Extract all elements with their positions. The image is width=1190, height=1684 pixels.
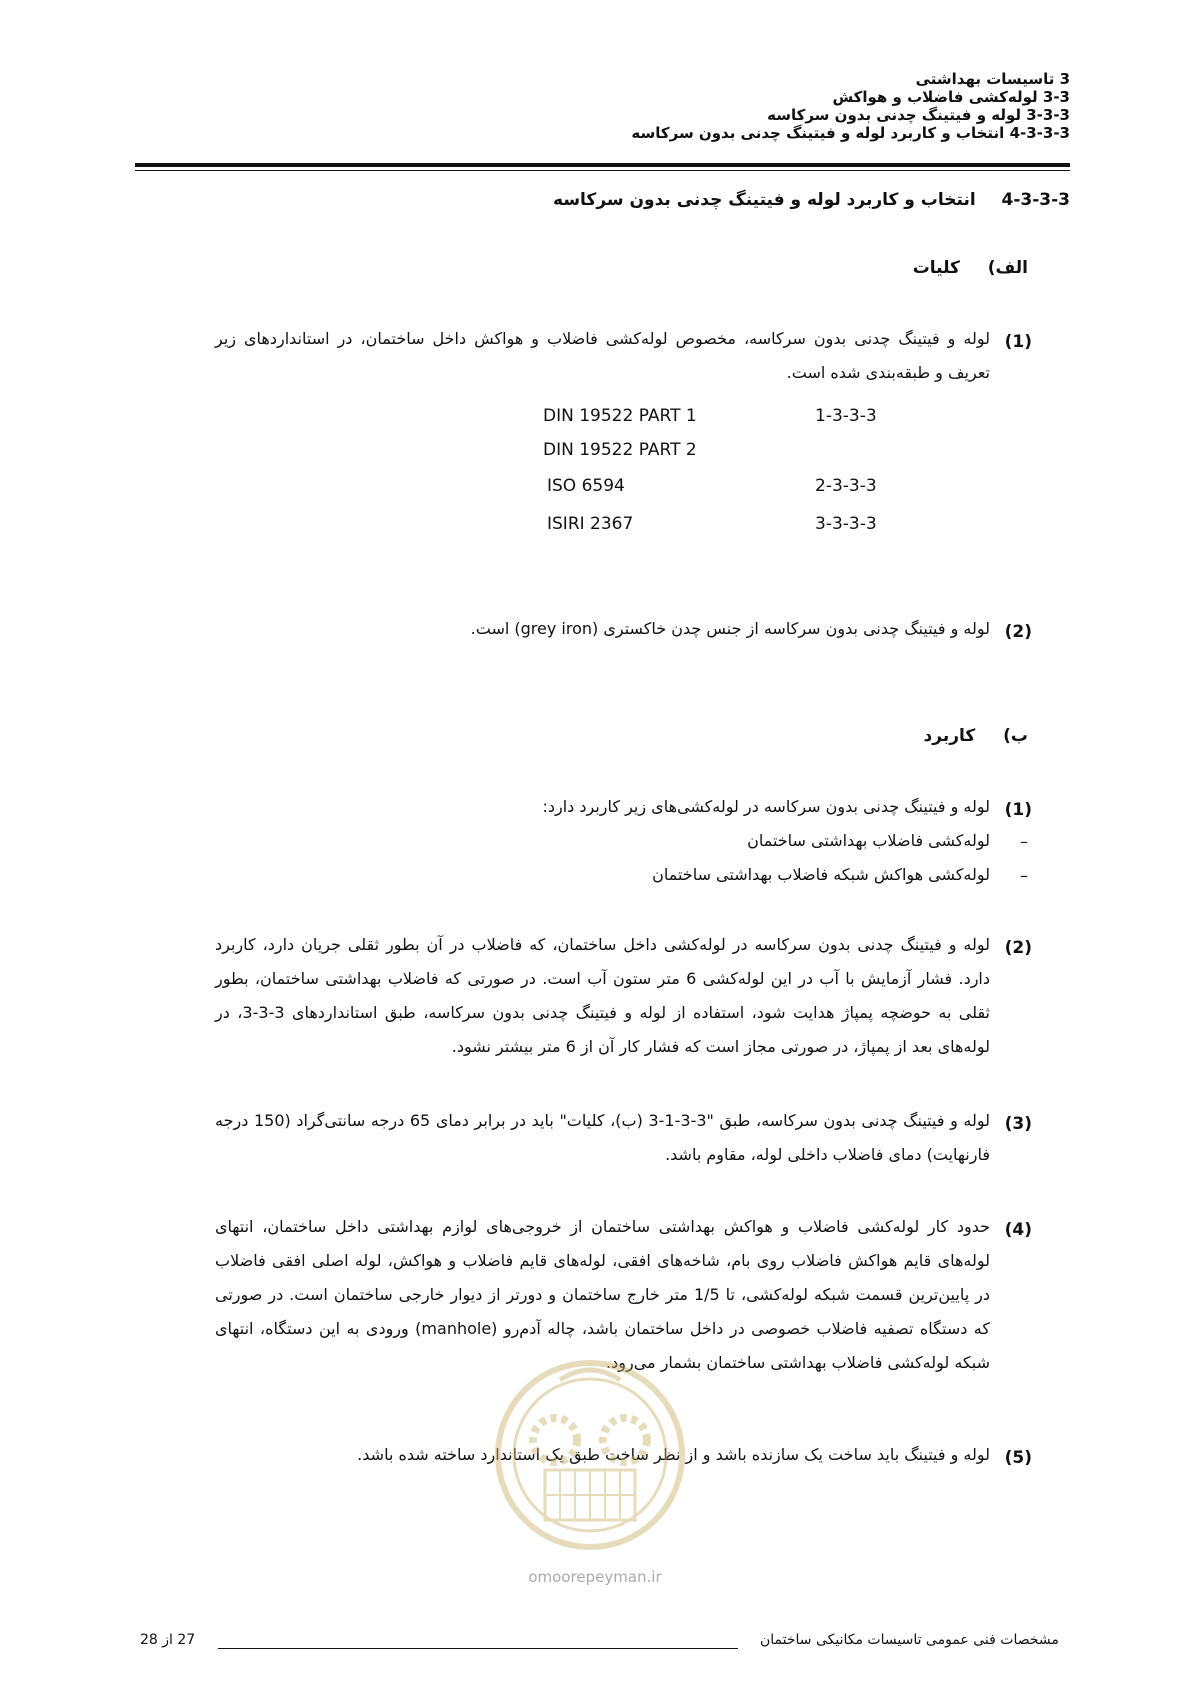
standard-name: ISIRI 2367 [547, 514, 634, 534]
standard-code: 2-3-3-3 [815, 476, 877, 496]
part-a-title: کلیات [912, 258, 960, 278]
header-line-3: 3-3-3 لوله و فیتینگ چدنی بدون سرکاسه [767, 106, 1070, 124]
item-number: (2) [1004, 938, 1032, 958]
paragraph-b2: لوله و فیتینگ چدنی بدون سرکاسه در لوله‌کشی داخل ساختمان، که فاضلاب در آن بطور ثقلی جریان دارد، کاربرد دارد. فشار آزمایش با آب در این لوله‌کشی 6 متر ستون آب است. در صورتی که فاضلاب بهداشتی ساختمان، بطور ثقلی به حوضچه پمپاژ هدایت شود، استفاده از لوله و فیتینگ چدنی بدون سرکاسه، طبق استانداردهای 3-3-3، در لوله‌های بعد از پمپاژ، در صورتی مجاز است که فشار کار آن از 6 متر بیشتر نشود. [215, 935, 990, 1056]
footer-title: مشخصات فنی عمومی تاسیسات مکانیکی ساختمان [760, 1632, 1059, 1648]
footer-rule [218, 1648, 738, 1649]
standard-code: 3-3-3-3 [815, 514, 877, 534]
header-rule-thick [135, 163, 1070, 167]
item-number: (5) [1004, 1448, 1032, 1468]
watermark-text: omoorepeyman.ir [528, 1568, 662, 1586]
paragraph-b3: لوله و فیتینگ چدنی بدون سرکاسه، طبق "3-3-1-3 (ب)، کلیات" باید در برابر دمای 65 درجه سانتی‌گراد (150 درجه فارنهایت) دمای فاضلاب داخلی لوله، مقاوم باشد. [215, 1111, 991, 1164]
paragraph-a2: لوله و فیتینگ چدنی بدون سرکاسه از جنس چدن خاکستری (grey iron) است. [470, 619, 990, 638]
list-item: لوله‌کشی هواکش شبکه فاضلاب بهداشتی ساختمان [652, 865, 990, 884]
part-a-label: الف) [987, 258, 1028, 278]
standard-name: DIN 19522 PART 2 [543, 440, 697, 460]
section-title: انتخاب و کاربرد لوله و فیتینگ چدنی بدون سرکاسه [553, 190, 976, 210]
list-item: لوله‌کشی فاضلاب بهداشتی ساختمان [747, 831, 990, 850]
part-b-label: ب) [1003, 726, 1028, 746]
standard-name: ISO 6594 [547, 476, 625, 496]
header-line-4: 4-3-3-3 انتخاب و کاربرد لوله و فیتینگ چدنی بدون سرکاسه [631, 124, 1070, 142]
paragraph-a1: لوله و فیتینگ چدنی بدون سرکاسه، مخصوص لوله‌کشی فاضلاب و هواکش داخل ساختمان، در استانداردهای زیر تعریف و طبقه‌بندی شده است. [215, 329, 990, 382]
section-heading [553, 190, 1070, 210]
header-line-2: 3-3 لوله‌کشی فاضلاب و هواکش [832, 88, 1070, 106]
watermark-logo [490, 1320, 690, 1590]
item-number: (1) [1004, 800, 1032, 820]
part-b-title: کاربرد [923, 726, 976, 746]
paragraph-b5: لوله و فیتینگ باید ساخت یک سازنده باشد و از نظر ساخت طبق یک استاندارد ساخته شده باشد. [357, 1445, 990, 1464]
standard-name: DIN 19522 PART 1 [543, 406, 697, 426]
header-line-1: 3 تاسیسات بهداشتی [915, 70, 1070, 88]
page-number: 27 از 28 [140, 1632, 196, 1648]
part-a-heading [913, 258, 1028, 278]
paragraph-b4: حدود کار لوله‌کشی فاضلاب و هواکش بهداشتی ساختمان از خروجی‌های لوازم بهداشتی داخل ساختمان، انتهای لوله‌های قایم هواکش فاضلاب روی بام، شاخه‌های افقی، لوله‌های قایم فاضلاب و هواکش، لوله اصلی افقی فاضلاب در پایین‌ترین قسمت شبکه لوله‌کشی، تا 1/5 متر خارج ساختمان و دورتر از دیوار خارجی ساختمان است. در صورتی که دستگاه تصفیه فاضلاب خصوصی در داخل ساختمان باشد، چاله آدم‌رو (manhole) ورودی به این دستگاه، انتهای شبکه لوله‌کشی فاضلاب بهداشتی ساختمان بشمار می‌رود. [215, 1217, 990, 1372]
section-number: 4-3-3-3 [1001, 190, 1070, 210]
header-rule-thin [135, 170, 1070, 171]
item-number: (3) [1004, 1114, 1032, 1134]
standard-code: 1-3-3-3 [815, 406, 877, 426]
paragraph-b1: لوله و فیتینگ چدنی بدون سرکاسه در لوله‌کشی‌های زیر کاربرد دارد: [542, 797, 990, 816]
part-b-heading [924, 726, 1028, 746]
item-number: (4) [1004, 1220, 1032, 1240]
item-number: (2) [1004, 622, 1032, 642]
item-number: (1) [1004, 332, 1032, 352]
